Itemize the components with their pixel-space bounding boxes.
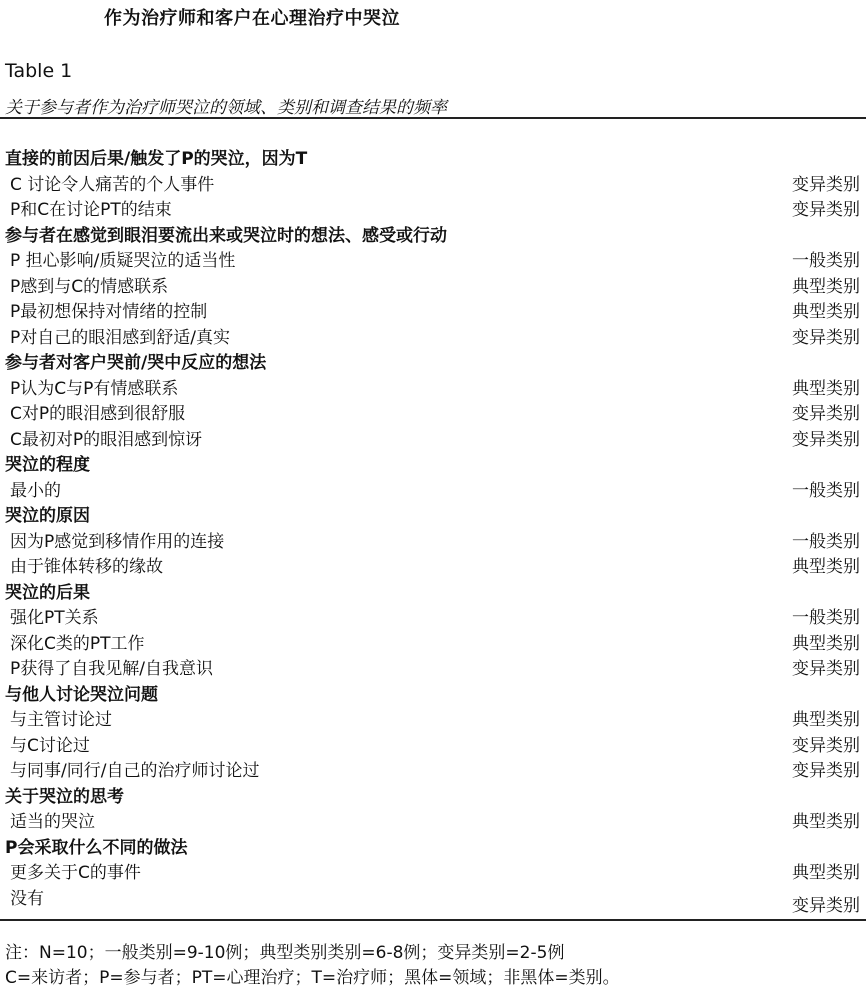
category-label: P对自己的眼泪感到舒适/真实 (10, 327, 230, 348)
category-row (0, 632, 866, 658)
frequency-category: 一般类别 (792, 480, 860, 501)
domain-heading: 哭泣的后果 (5, 582, 90, 603)
category-label: 强化PT关系 (10, 608, 99, 628)
frequency-category: 典型类别 (792, 276, 860, 297)
category-row (0, 810, 866, 836)
domain-heading: 参与者对客户哭前/哭中反应的想法 (5, 353, 267, 373)
category-row (0, 657, 866, 683)
category-row (0, 300, 866, 326)
domain-heading: 参与者在感觉到眼泪要流出来或哭泣时的想法、感受或行动 (5, 225, 447, 246)
category-label: 适当的哭泣 (10, 812, 95, 832)
category-label: P最初想保持对情绪的控制 (10, 302, 208, 322)
category-label: 更多关于C的事件 (10, 863, 141, 883)
table-note-legend: C=来访者；P=参与者；PT=心理治疗；T=治疗师；黑体=领域；非黑体=类别。 (5, 968, 620, 988)
frequency-category: 变异类别 (792, 429, 860, 450)
frequency-category: 典型类别 (792, 302, 860, 322)
category-label: P获得了自我见解/自我意识 (10, 659, 213, 679)
table-bottom-rule (0, 919, 866, 921)
category-label: C对P的眼泪感到很舒服 (10, 404, 186, 424)
category-row (0, 377, 866, 403)
category-row (0, 326, 866, 352)
category-label: 没有 (10, 888, 44, 909)
frequency-category: 一般类别 (792, 531, 860, 552)
frequency-category: 变异类别 (792, 327, 860, 348)
category-row (0, 173, 866, 199)
frequency-category: 一般类别 (792, 608, 860, 628)
category-row (0, 275, 866, 301)
frequency-category: 典型类别 (792, 812, 860, 832)
domain-heading: P会采取什么不同的做法 (5, 837, 188, 858)
frequency-category: 变异类别 (792, 735, 860, 756)
category-label: 与主管讨论过 (10, 710, 112, 730)
category-label: C 讨论令人痛苦的个人事件 (10, 174, 215, 195)
category-label: 深化C类的PT工作 (10, 633, 145, 654)
category-label: P认为C与P有情感联系 (10, 378, 179, 399)
table-label: Table 1 (5, 60, 73, 82)
table-top-rule (0, 117, 866, 119)
frequency-category: 变异类别 (792, 761, 860, 781)
category-label: P和C在讨论PT的结束 (10, 200, 172, 220)
frequency-category: 变异类别 (792, 200, 860, 220)
category-label: 由于锥体转移的缘故 (10, 557, 163, 577)
category-row (0, 606, 866, 632)
category-row (0, 887, 866, 916)
category-row (0, 861, 866, 887)
category-label: 与C讨论过 (10, 735, 90, 756)
category-label: P感到与C的情感联系 (10, 276, 169, 297)
domain-heading: 哭泣的程度 (5, 455, 90, 475)
frequency-category: 变异类别 (792, 174, 860, 195)
category-label: 与同事/同行/自己的治疗师讨论过 (10, 761, 260, 781)
frequency-category: 典型类别 (792, 863, 860, 883)
table-body (0, 147, 866, 916)
category-label: 最小的 (10, 480, 61, 501)
frequency-category: 变异类别 (792, 895, 860, 916)
frequency-category: 典型类别 (792, 710, 860, 730)
frequency-category: 变异类别 (792, 404, 860, 424)
frequency-category: 典型类别 (792, 633, 860, 654)
category-row (0, 530, 866, 556)
category-row (0, 428, 866, 454)
domain-heading: 与他人讨论哭泣问题 (5, 684, 158, 705)
category-label: 因为P感觉到移情作用的连接 (10, 531, 225, 552)
table-caption: 关于参与者作为治疗师哭泣的领域、类别和调查结果的频率 (5, 98, 447, 118)
frequency-category: 变异类别 (792, 659, 860, 679)
category-row (0, 198, 866, 224)
table-note-abbreviations-counts: 注：N=10；一般类别=9-10例；典型类别类别=6-8例；变异类别=2-5例 (5, 943, 565, 963)
domain-heading: 关于哭泣的思考 (5, 786, 124, 807)
frequency-category: 典型类别 (792, 378, 860, 399)
category-row (0, 479, 866, 505)
frequency-category: 一般类别 (792, 251, 860, 271)
domain-heading: 直接的前因后果/触发了P的哭泣，因为T (5, 149, 308, 169)
category-row (0, 734, 866, 760)
category-row (0, 249, 866, 275)
category-label: C最初对P的眼泪感到惊讶 (10, 429, 203, 450)
document-title: 作为治疗师和客户在心理治疗中哭泣 (104, 8, 400, 29)
frequency-category: 典型类别 (792, 557, 860, 577)
category-row (0, 555, 866, 581)
category-row (0, 708, 866, 734)
category-row (0, 759, 866, 785)
category-row (0, 402, 866, 428)
category-label: P 担心影响/质疑哭泣的适当性 (10, 251, 236, 271)
domain-heading: 哭泣的原因 (5, 506, 90, 526)
